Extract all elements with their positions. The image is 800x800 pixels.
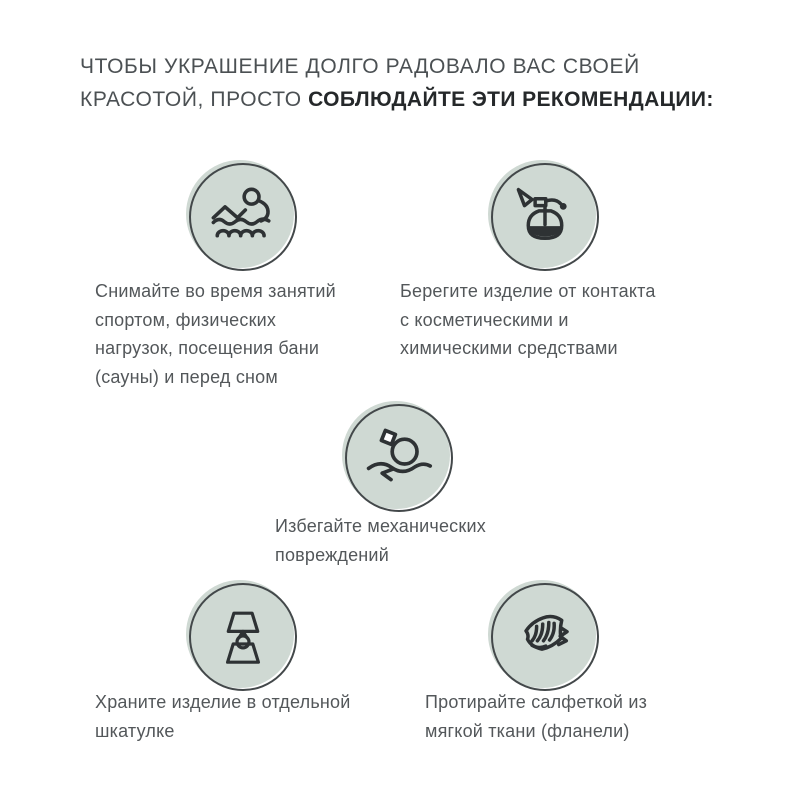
item-text-line: шкатулке: [95, 720, 175, 741]
item-avoid-cosmetics-text: [400, 277, 656, 363]
page-title: [80, 50, 760, 116]
item-text-line: (сауны) и перед сном: [95, 366, 278, 387]
heading-line-1: ЧТОБЫ УКРАШЕНИЕ ДОЛГО РАДОВАЛО ВАС СВОЕЙ: [80, 55, 640, 78]
item-text-line: химическими средствами: [400, 338, 618, 358]
item-avoid-mechanical-damage-circle: [345, 404, 453, 512]
item-text-line: мягкой ткани (фланели): [425, 720, 630, 741]
item-text-line: Избегайте механических: [275, 516, 486, 536]
heading-emphasis: СОБЛЮДАЙТЕ ЭТИ РЕКОМЕНДАЦИИ:: [308, 88, 714, 111]
item-avoid-cosmetics-circle: [491, 163, 599, 271]
item-text-line: Снимайте во время занятий: [95, 281, 336, 301]
heading-line-2-normal: КРАСОТОЙ, ПРОСТО: [80, 88, 309, 111]
item-text-line: Храните изделие в отдельной: [95, 692, 351, 712]
item-wipe-with-cloth-text: [425, 688, 647, 745]
item-text-line: с косметическими и: [400, 309, 569, 330]
item-text-line: спортом, физических: [95, 309, 277, 330]
item-wipe-with-cloth-circle: [491, 583, 599, 691]
item-text-line: нагрузок, посещения бани: [95, 338, 320, 358]
wiping-hand-icon: [507, 599, 583, 675]
item-store-separately-circle: [189, 583, 297, 691]
item-text-line: повреждений: [275, 544, 389, 565]
heading-line-2: [80, 83, 760, 116]
ring-box-icon: [208, 602, 278, 672]
item-text-line: Протирайте салфеткой из: [425, 692, 648, 712]
item-remove-during-activity-circle: [189, 163, 297, 271]
item-text-line: Берегите изделие от контакта: [400, 281, 656, 301]
swimmer-icon: [204, 178, 282, 256]
ring-scratch-icon: [359, 418, 439, 498]
item-avoid-mechanical-damage-text: [275, 512, 486, 569]
item-store-separately-text: [95, 688, 351, 745]
item-remove-during-activity-text: [95, 277, 336, 391]
perfume-bottle-icon: [507, 179, 583, 255]
